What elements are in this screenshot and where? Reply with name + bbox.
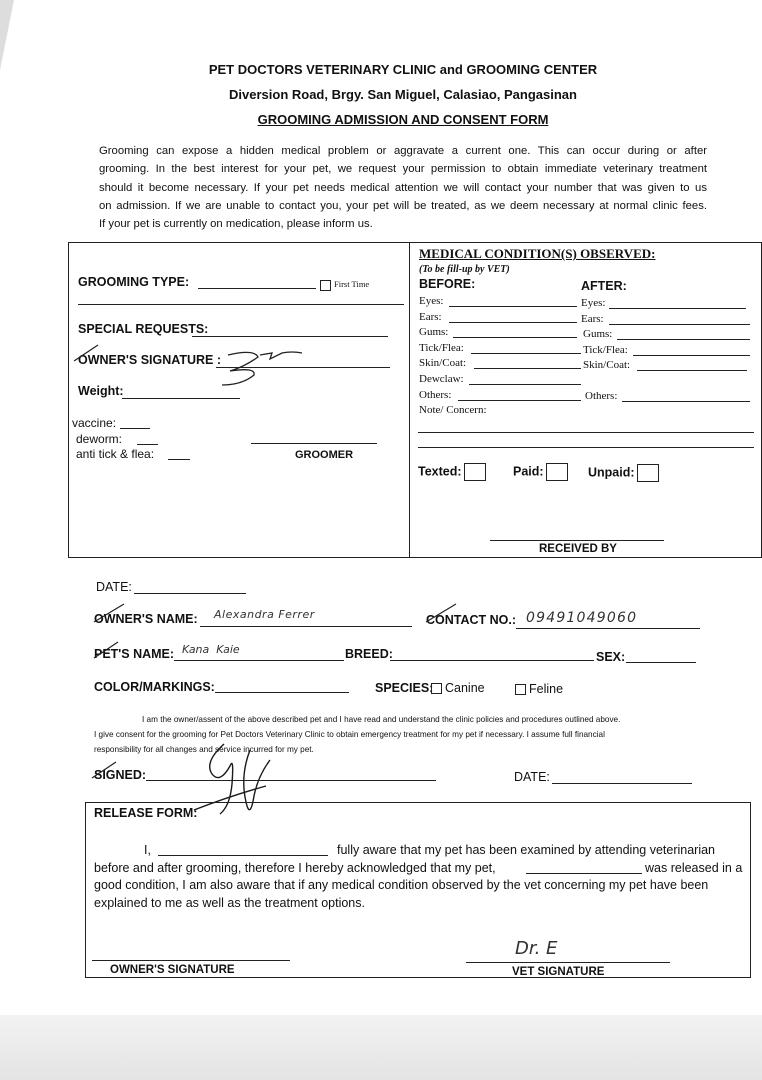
texted-option[interactable] [418,463,486,481]
sex-field[interactable] [626,662,696,663]
signed-label: SIGNED: [94,768,147,782]
checkmark-icon [90,760,120,780]
species-label: SPECIES: [375,681,434,695]
intro-paragraph [99,142,707,233]
canine-option[interactable] [431,681,485,695]
canine-checkbox[interactable] [431,683,442,694]
box-divider [409,243,410,557]
release-pet-name-field[interactable] [526,873,642,874]
after-ears-field[interactable] [609,324,750,325]
received-by-line[interactable] [490,540,664,541]
unpaid-checkbox[interactable] [637,464,659,482]
before-tick-field[interactable] [471,353,581,354]
before-others-label: Others: [419,389,452,401]
owner-name-label: OWNER'S NAME: [94,612,198,626]
anti-tick-field[interactable] [168,459,190,460]
received-by-label: RECEIVED BY [539,543,617,555]
medical-title: MEDICAL CONDITION(S) OBSERVED: [419,246,656,261]
color-label: COLOR/MARKINGS: [94,680,215,694]
after-gums-field[interactable] [617,339,750,340]
vet-signature-line[interactable] [466,962,670,963]
consent-paragraph [94,712,704,757]
consent-line: I am the owner/assent of the above described pet and I have read and understand the clinic policies and procedures outlined above. [142,715,621,724]
after-others-field[interactable] [622,401,750,402]
signed-date-field[interactable] [552,783,692,784]
after-label: AFTER: [581,279,627,293]
after-eyes-field[interactable] [609,308,746,309]
before-skin-field[interactable] [474,368,581,369]
release-owner-name-field[interactable] [158,855,328,856]
date-field[interactable] [134,593,246,594]
feline-checkbox[interactable] [515,684,526,695]
owner-signature-scribble [214,345,309,390]
owner-signature-label: OWNER'S SIGNATURE : [78,353,222,367]
pet-name-label: PET'S NAME: [94,647,175,661]
medical-subtitle: (To be fill-up by VET) [419,264,510,275]
grooming-type-label: GROOMING TYPE: [78,275,190,289]
after-gums-label: Gums: [583,328,613,340]
before-dewclaw-label: Dewclaw: [419,373,464,385]
intro-line: grooming. In the best interest for your pet, we request your permission to obtain immediate veterinary treatment [99,163,707,176]
release-title: RELEASE FORM: [94,806,198,820]
note-line-2[interactable] [418,447,754,448]
signed-date-label: DATE: [514,770,550,784]
breed-field[interactable] [390,660,594,661]
sex-label: SEX: [596,650,626,664]
unpaid-option[interactable] [588,464,659,482]
after-skin-label: Skin/Coat: [583,359,631,371]
release-line-1a: I, [144,843,151,857]
groomer-label: GROOMER [295,449,354,461]
contact-value[interactable]: 09491049060 [526,610,638,626]
checkmark-icon [72,343,102,363]
after-others-label: Others: [585,390,618,402]
clinic-name: PET DOCTORS VETERINARY CLINIC and GROOMING CENTER [208,62,598,77]
texted-label: Texted: [418,464,462,479]
release-line-4: explained to me as well as the treatment options. [94,895,365,910]
special-requests-label: SPECIAL REQUESTS: [78,322,209,336]
special-requests-field[interactable] [192,336,388,337]
consent-line: responsibility for all changes and service incurred for my pet. [94,745,314,754]
paid-checkbox[interactable] [546,463,568,481]
date-label: DATE: [96,580,132,594]
before-ears-field[interactable] [449,322,577,323]
grooming-type-line-2[interactable] [78,304,404,305]
pet-name-value[interactable]: Kana Kaie [182,643,240,656]
color-field[interactable] [215,692,349,693]
vet-signature-label: VET SIGNATURE [512,966,605,978]
grooming-type-field[interactable] [198,288,316,289]
deworm-label: deworm: [76,432,123,446]
unpaid-label: Unpaid: [588,465,635,480]
release-owner-signature-line[interactable] [92,960,290,961]
checkmark-icon [424,602,460,624]
grooming-box [68,242,762,558]
owner-name-value[interactable]: Alexandra Ferrer [214,608,315,621]
release-line-2 [94,860,746,878]
scan-bottom-shade [0,1015,762,1080]
note-line-1[interactable] [418,432,754,433]
before-gums-field[interactable] [453,337,577,338]
before-gums-label: Gums: [419,326,449,338]
release-line-1b: fully aware that my pet has been examined by attending veterinarian [337,843,716,857]
first-time-checkbox[interactable] [320,280,331,291]
groomer-signature-line[interactable] [251,443,377,444]
vaccine-label: vaccine: [72,416,117,430]
anti-tick-label: anti tick & flea: [76,447,155,461]
feline-option[interactable] [515,682,563,696]
scan-corner [0,0,14,70]
weight-label: Weight: [78,384,124,398]
weight-field[interactable] [122,398,240,399]
before-skin-label: Skin/Coat: [419,357,467,369]
clinic-address: Diversion Road, Brgy. San Miguel, Calasiao, Pangasinan [229,87,577,102]
intro-line: Grooming can expose a hidden medical problem or aggravate a current one. This can occur during or after [99,145,707,157]
release-line-1 [94,842,746,860]
release-line-2a: before and after grooming, therefore I hereby acknowledged that my pet, [94,860,496,875]
release-line-2b: was released in a [645,860,743,875]
checkmark-icon [92,602,128,624]
first-time-option[interactable] [320,279,369,291]
canine-label: Canine [445,681,485,695]
before-others-field[interactable] [458,400,581,401]
checkmark-icon [92,640,122,660]
release-owner-signature-label: OWNER'S SIGNATURE [110,964,235,976]
before-eyes-field[interactable] [449,306,577,307]
before-eyes-label: Eyes: [419,295,444,307]
intro-line: on admission. If we are unable to contact you, your pet will be treated, as we deem necessary at normal clinic fees. [99,199,707,212]
form-title: GROOMING ADMISSION AND CONSENT FORM [257,112,549,127]
after-ears-label: Ears: [581,313,604,325]
vaccine-field[interactable] [120,428,150,429]
owner-name-field[interactable] [200,626,412,627]
feline-label: Feline [529,682,564,696]
contact-label: CONTACT NO.: [426,613,517,627]
before-tick-label: Tick/Flea: [419,342,464,354]
intro-line: If your pet is currently on medication, please inform us. [99,218,373,231]
before-ears-label: Ears: [419,311,442,323]
consent-line: I give consent for the grooming for Pet Doctors Veterinary Clinic to obtain emergency treatment for my pet if necessary. I assume full financial [94,730,605,739]
release-line-3: good condition, I am also aware that if any medical condition observed by the vet concerning my pet have been [94,878,709,892]
texted-checkbox[interactable] [464,463,486,481]
before-dewclaw-field[interactable] [469,384,581,385]
after-tick-field[interactable] [633,355,750,356]
after-tick-label: Tick/Flea: [583,344,628,356]
after-skin-field[interactable] [637,370,747,371]
intro-line: should it become necessary. If your pet needs medical attention we will contact your number that was given to us [99,181,707,194]
pet-name-field[interactable] [174,660,344,661]
breed-label: BREED: [345,647,393,661]
after-eyes-label: Eyes: [581,297,606,309]
paid-label: Paid: [513,464,544,479]
release-paragraph [94,842,746,912]
deworm-field[interactable] [137,444,158,445]
paid-option[interactable] [513,463,568,481]
contact-field[interactable] [516,628,700,629]
first-time-label: First Time [334,279,370,289]
note-label: Note/ Concern: [419,404,487,416]
vet-signature-value: Dr. E [515,938,558,959]
before-label: BEFORE: [419,277,476,291]
